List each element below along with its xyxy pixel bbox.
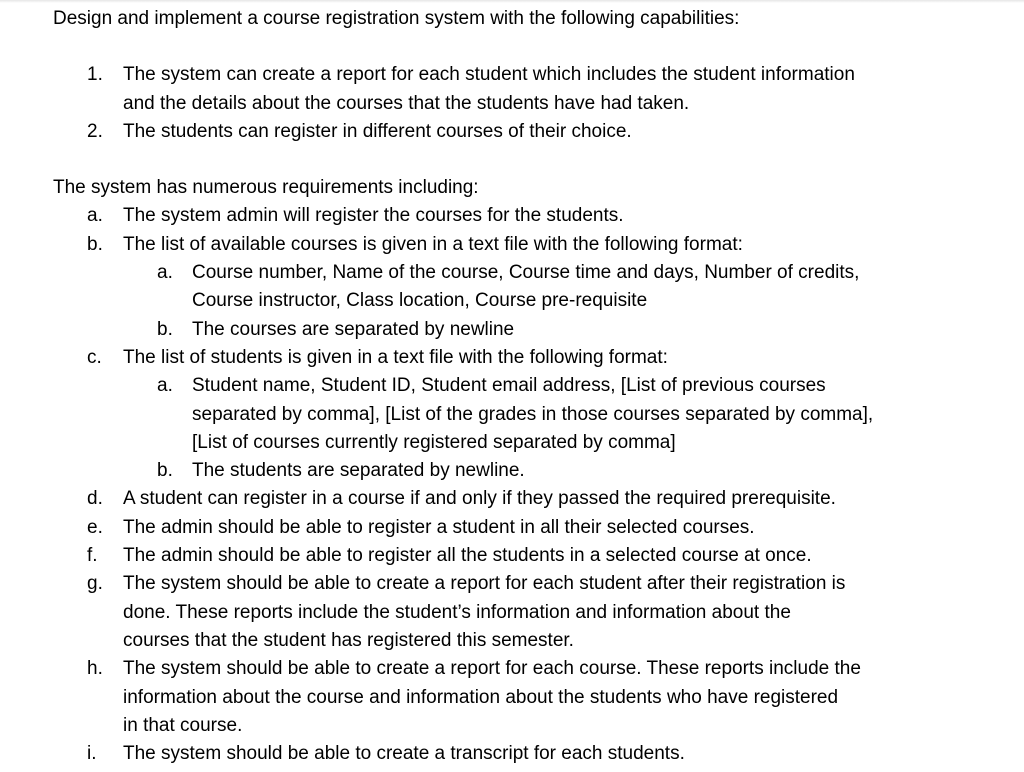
list-marker: a.: [87, 205, 103, 227]
requirements-list: [53, 202, 1013, 768]
requirement-subitem: [53, 372, 1013, 457]
requirement-item: [53, 740, 1013, 768]
list-item-text: The admin should be able to register a student in all their selected courses.: [123, 516, 755, 538]
list-item-text: The students can register in different courses of their choice.: [123, 120, 632, 142]
requirement-item: [53, 485, 1013, 513]
list-item-text: The system should be able to create a report for each student after their registration is: [123, 573, 846, 595]
requirement-item: [53, 344, 1013, 372]
requirement-item: [53, 202, 1013, 230]
list-marker: h.: [87, 658, 103, 680]
list-item-text: separated by comma], [List of the grades in those courses separated by comma],: [192, 403, 874, 425]
requirement-item: [53, 231, 1013, 259]
list-item-text: The students are separated by newline.: [192, 460, 525, 482]
list-marker: f.: [87, 545, 98, 567]
list-item-text: The system should be able to create a report for each course. These reports include the: [123, 658, 861, 680]
intro-paragraph: Design and implement a course registration system with the following capabilities:: [53, 8, 740, 29]
requirement-subitem: [53, 316, 1013, 344]
list-marker: c.: [87, 346, 102, 368]
list-marker: d.: [87, 488, 103, 510]
list-item-text: in that course.: [123, 714, 243, 736]
document-page: [53, 5, 1013, 768]
requirement-item: [53, 542, 1013, 570]
requirements-heading: The system has numerous requirements including:: [53, 177, 479, 199]
requirement-subitem: [53, 259, 1013, 316]
list-item-text: Student name, Student ID, Student email address, [List of previous courses: [192, 375, 826, 397]
list-item-text: The system should be able to create a transcript for each students.: [123, 743, 685, 765]
list-item-text: and the details about the courses that the students have had taken.: [123, 92, 690, 114]
requirement-item: [53, 514, 1013, 542]
list-marker: b.: [157, 460, 173, 482]
capability-item: [53, 118, 1013, 146]
list-item-text: courses that the student has registered this semester.: [123, 629, 574, 651]
list-marker: 2.: [87, 120, 103, 142]
list-marker: 1.: [87, 64, 103, 86]
list-marker: g.: [87, 573, 103, 595]
top-edge-shadow: [0, 0, 1024, 3]
list-marker: a.: [157, 375, 173, 397]
requirement-item: [53, 570, 1013, 655]
list-marker: b.: [87, 233, 103, 255]
list-marker: e.: [87, 516, 103, 538]
requirement-item: [53, 655, 1013, 740]
list-item-text: Course instructor, Class location, Course pre-requisite: [192, 290, 648, 312]
list-item-text: information about the course and information about the students who have registered: [123, 686, 839, 708]
spacer: [53, 146, 1013, 174]
requirement-subitem: [53, 457, 1013, 485]
list-item-text: Course number, Name of the course, Course time and days, Number of credits,: [192, 262, 860, 284]
list-item-text: [List of courses currently registered separated by comma]: [192, 431, 676, 453]
list-item-text: The courses are separated by newline: [192, 318, 515, 340]
spacer: [53, 33, 1013, 61]
list-marker: b.: [157, 318, 173, 340]
list-item-text: The list of available courses is given in a text file with the following format:: [123, 233, 743, 255]
list-item-text: A student can register in a course if and only if they passed the required prerequisite.: [123, 488, 836, 510]
list-marker: a.: [157, 262, 173, 284]
list-marker: i.: [87, 743, 97, 765]
list-item-text: done. These reports include the student’s information and information about the: [123, 601, 791, 623]
list-item-text: The admin should be able to register all the students in a selected course at once.: [123, 545, 812, 567]
list-item-text: The system admin will register the courses for the students.: [123, 205, 624, 227]
list-item-text: The list of students is given in a text file with the following format:: [123, 346, 668, 368]
capabilities-list: [53, 61, 1013, 146]
list-item-text: The system can create a report for each student which includes the student information: [123, 64, 855, 86]
capability-item: [53, 61, 1013, 118]
